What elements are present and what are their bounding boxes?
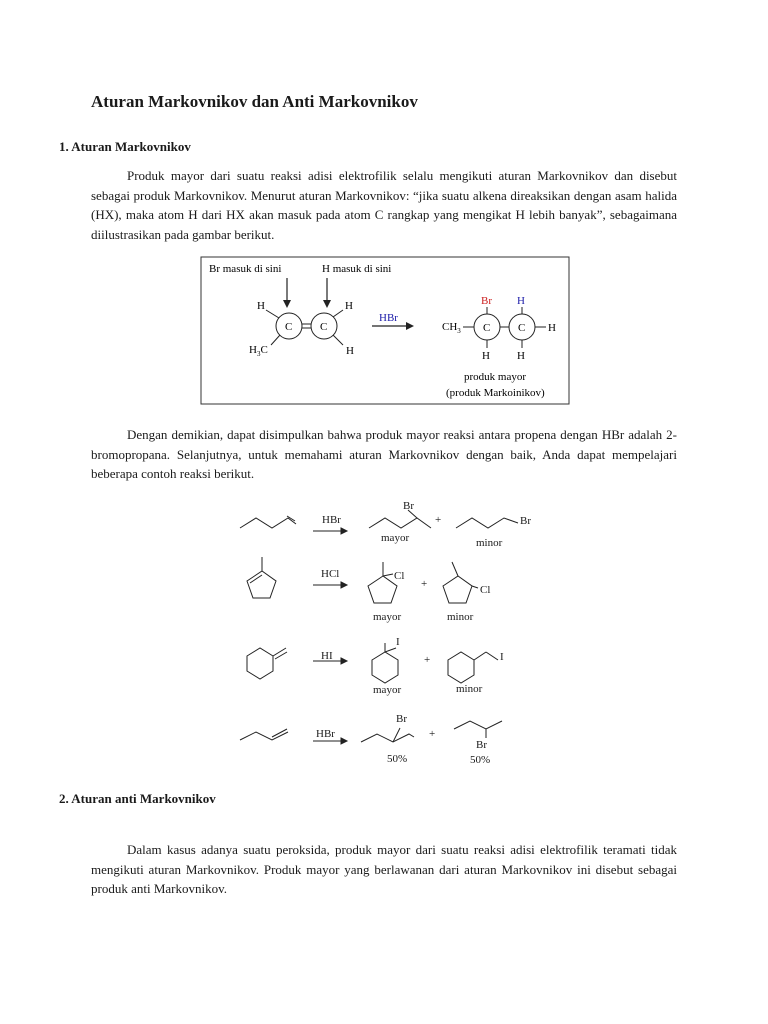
svg-text:I: I — [500, 651, 504, 663]
major-label-1: mayor — [381, 532, 410, 544]
minor-label-4: 50% — [470, 754, 491, 766]
section-heading-anti-markovnikov: 2. Aturan anti Markovnikov — [59, 791, 216, 806]
svg-text:Cl: Cl — [394, 570, 405, 582]
svg-text:Cl: Cl — [480, 584, 491, 596]
label-br-site: Br masuk di sini — [209, 263, 282, 275]
svg-text:Br: Br — [481, 295, 492, 307]
svg-text:+: + — [424, 654, 431, 666]
svg-text:+: + — [435, 514, 442, 526]
major-label-4: 50% — [387, 753, 408, 765]
product-sublabel: (produk Markoinikov) — [446, 387, 545, 399]
reagent-label: HBr — [379, 312, 398, 324]
svg-text:C: C — [320, 321, 328, 333]
svg-text:H: H — [517, 350, 525, 362]
major-label-3: mayor — [373, 684, 402, 696]
svg-text:H: H — [548, 322, 556, 334]
reagent-1: HBr — [322, 514, 341, 526]
paragraph-1-text: Produk mayor dari suatu reaksi adisi elektrofilik selalu mengikuti aturan Markovnikov dan disebut sebagai produk Markovnikov. Menurut aturan Markovnikov: “jika suatu alkena direaksikan dengan asam halida (HX), maka atom H dari HX akan masuk pada atom C rangkap yang mengikat H lebih banyak”, sebagaimana diilustrasikan pada gambar berikut. — [91, 168, 677, 242]
reagent-4: HBr — [316, 728, 335, 740]
svg-text:+: + — [421, 578, 428, 590]
label-h-site: H masuk di sini — [322, 263, 392, 275]
minor-label-3: minor — [456, 683, 483, 695]
reagent-2: HCl — [321, 568, 340, 580]
svg-text:H: H — [346, 345, 354, 357]
svg-text:CH3: $CH_3$ — [442, 321, 461, 335]
major-label-2: mayor — [373, 611, 402, 623]
paragraph-3 — [91, 840, 677, 899]
svg-text:Br: Br — [396, 713, 407, 725]
svg-text:H: H — [482, 350, 490, 362]
minor-label-2: minor — [447, 611, 474, 623]
page-title: Aturan Markovnikov dan Anti Markovnikov — [91, 92, 418, 111]
svg-text:C: C — [518, 322, 526, 334]
svg-text:C: C — [483, 322, 491, 334]
paragraph-2-text: Dengan demikian, dapat disimpulkan bahwa produk mayor reaksi antara propena dengan HBr adalah 2-bromopropana. Selanjutnya, untuk memahami aturan Markovnikov dengan baik, Anda dapat mempelajari beberapa contoh reaksi berikut. — [91, 427, 677, 481]
paragraph-3-text: Dalam kasus adanya suatu peroksida, produk mayor dari suatu reaksi adisi elektrofilik teramati tidak mengikuti aturan Markovnikov. Produk mayor yang berlawanan dari aturan Markovnikov ini disebut sebagai produk anti Markovnikov. — [91, 842, 677, 896]
svg-text:H: H — [345, 300, 353, 312]
svg-text:+: + — [429, 728, 436, 740]
svg-text:C: C — [285, 321, 293, 333]
svg-text:Br: Br — [403, 500, 414, 512]
svg-text:H3C: $H_3C$ — [249, 344, 268, 358]
svg-text:Br: Br — [476, 739, 487, 751]
svg-text:H: H — [257, 300, 265, 312]
svg-text:Br: Br — [520, 515, 531, 527]
svg-text:H: H — [517, 295, 525, 307]
section-heading-markovnikov: 1. Aturan Markovnikov — [59, 139, 191, 154]
svg-text:I: I — [396, 636, 400, 648]
product-label: produk mayor — [464, 371, 527, 383]
reagent-3: HI — [321, 650, 333, 662]
minor-label-1: minor — [476, 537, 503, 549]
